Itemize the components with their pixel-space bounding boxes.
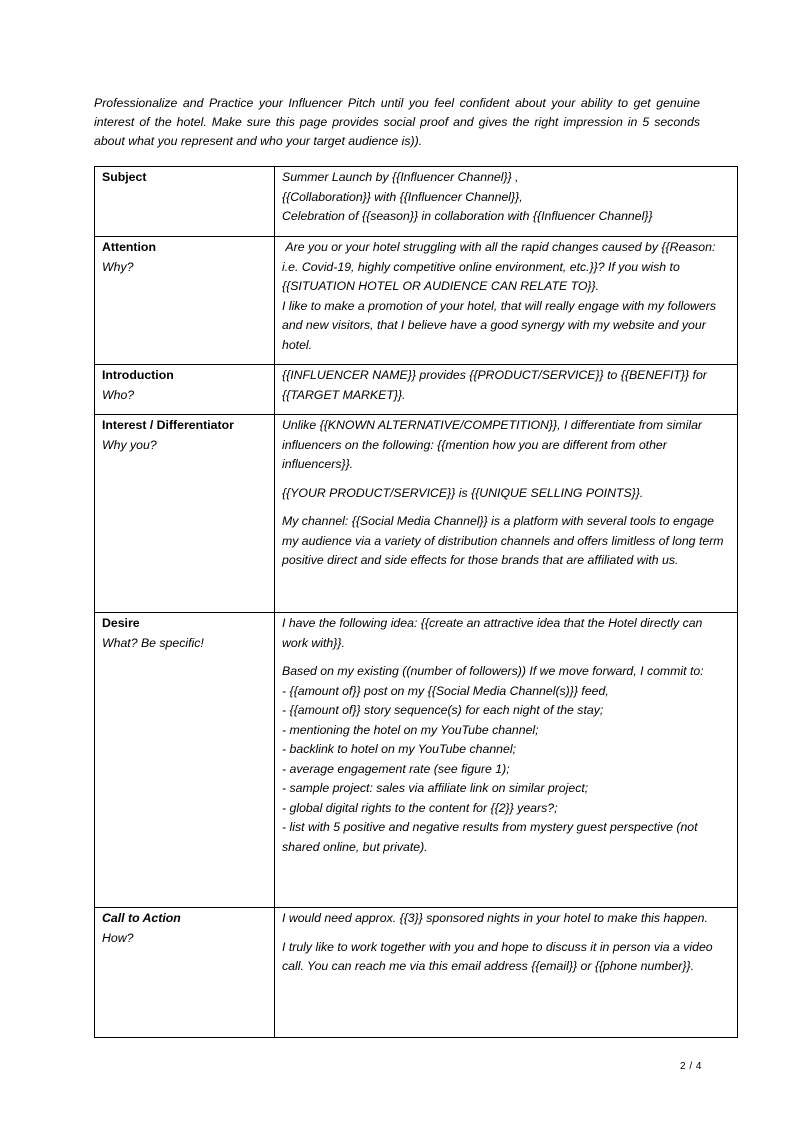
intro-paragraph: Professionalize and Practice your Influencer Pitch until you feel confident about your ability to get genuine interest of the hotel. Make sure this page provides social proof and gives the right impression in 5 seconds about what you represent and who your target audience is)). xyxy=(94,96,700,148)
interest-paragraph: My channel: {{Social Media Channel}} is a platform with several tools to engage my audience via a variety of distribution channels and offers limitless of long term positive direct and side effects for those brands that are affiliated with us. xyxy=(282,514,724,567)
commitment-item: - average engagement rate (see figure 1); xyxy=(282,761,510,776)
table-row-interest xyxy=(95,415,738,613)
desire-paragraph: Based on my existing ((number of followers)) If we move forward, I commit to: xyxy=(282,664,704,678)
attention-paragraph: Are you or your hotel struggling with all the rapid changes caused by {{Reason: i.e. Covid-19, highly competitive online environment, etc.}}? If you wish to {{SITUATION HOTEL OR AUDIENCE CAN RELATE TO}}. xyxy=(282,240,719,293)
interest-paragraph: {{YOUR PRODUCT/SERVICE}} is {{UNIQUE SELLING POINTS}}. xyxy=(282,485,644,500)
call-to-action-paragraph: I truly like to work together with you and hope to discuss it in person via a video call. You can reach me via this email address {{email}} or {{phone number}}. xyxy=(282,939,713,973)
attention-paragraph: I like to make a promotion of your hotel, that will really engage with my followers and new visitors, that I believe have a good synergy with my website and your hotel. xyxy=(282,298,717,352)
commitment-item: - backlink to hotel on my YouTube channel; xyxy=(282,742,517,756)
row-label-cell xyxy=(95,613,275,908)
row-label-desire: Desire xyxy=(102,616,140,630)
introduction-paragraph: {{INFLUENCER NAME}} provides {{PRODUCT/SERVICE}} to {{BENEFIT}} for {{TARGET MARKET}}. xyxy=(282,368,707,402)
row-label-cell xyxy=(95,237,275,365)
introduction-value-cell xyxy=(275,365,738,415)
row-label-call-to-action: Call to Action xyxy=(102,911,181,925)
page-number: 2 / 4 xyxy=(680,1061,702,1072)
call-to-action-value-cell xyxy=(275,908,738,1038)
row-sublabel-desire: What? Be specific! xyxy=(102,635,204,650)
subject-line: Celebration of {{season}} in collaboration with {{Influencer Channel}} xyxy=(282,209,653,223)
desire-value-cell xyxy=(275,613,738,908)
row-sublabel-attention: Why? xyxy=(102,259,134,274)
row-label-interest: Interest / Differentiator xyxy=(102,418,234,432)
call-to-action-paragraph: I would need approx. {{3}} sponsored nights in your hotel to make this happen. xyxy=(282,911,708,925)
row-label-cell xyxy=(95,415,275,613)
table-row-attention xyxy=(95,237,738,365)
table-row-call-to-action xyxy=(95,908,738,1038)
table-row-desire xyxy=(95,613,738,908)
interest-value-cell xyxy=(275,415,738,613)
commitment-item: - global digital rights to the content for {{2}} years?; xyxy=(282,800,558,815)
commitment-item: - mentioning the hotel on my YouTube channel; xyxy=(282,722,539,737)
row-label-introduction: Introduction xyxy=(102,368,174,382)
pitch-table xyxy=(94,166,738,1038)
subject-line: {{Collaboration}} with {{Influencer Channel}}, xyxy=(282,189,523,204)
commitment-item: - list with 5 positive and negative results from mystery guest perspective (not shared online, but private). xyxy=(282,820,698,854)
attention-value-cell xyxy=(275,237,738,365)
commitment-item: - {{amount of}} post on my {{Social Media Channel(s)}} feed, xyxy=(282,683,609,698)
interest-paragraph: Unlike {{KNOWN ALTERNATIVE/COMPETITION}}, I differentiate from similar influencers on the following: {{mention how you are different from other influencers}}. xyxy=(282,418,703,471)
table-row-introduction xyxy=(95,365,738,415)
row-sublabel-call-to-action: How? xyxy=(102,930,134,945)
subject-value-cell xyxy=(275,167,738,237)
row-sublabel-introduction: Who? xyxy=(102,387,135,402)
row-sublabel-interest: Why you? xyxy=(102,437,157,452)
row-label-cell xyxy=(95,167,275,237)
commitment-item: - {{amount of}} story sequence(s) for each night of the stay; xyxy=(282,703,604,717)
table-row-subject xyxy=(95,167,738,237)
row-label-cell xyxy=(95,908,275,1038)
row-label-subject: Subject xyxy=(102,170,147,184)
subject-line: Summer Launch by {{Influencer Channel}} , xyxy=(282,170,519,184)
commitment-item: - sample project: sales via affiliate link on similar project; xyxy=(282,781,589,795)
row-label-cell xyxy=(95,365,275,415)
row-label-attention: Attention xyxy=(102,240,156,254)
desire-paragraph: I have the following idea: {{create an attractive idea that the Hotel directly can work with}}. xyxy=(282,616,703,650)
